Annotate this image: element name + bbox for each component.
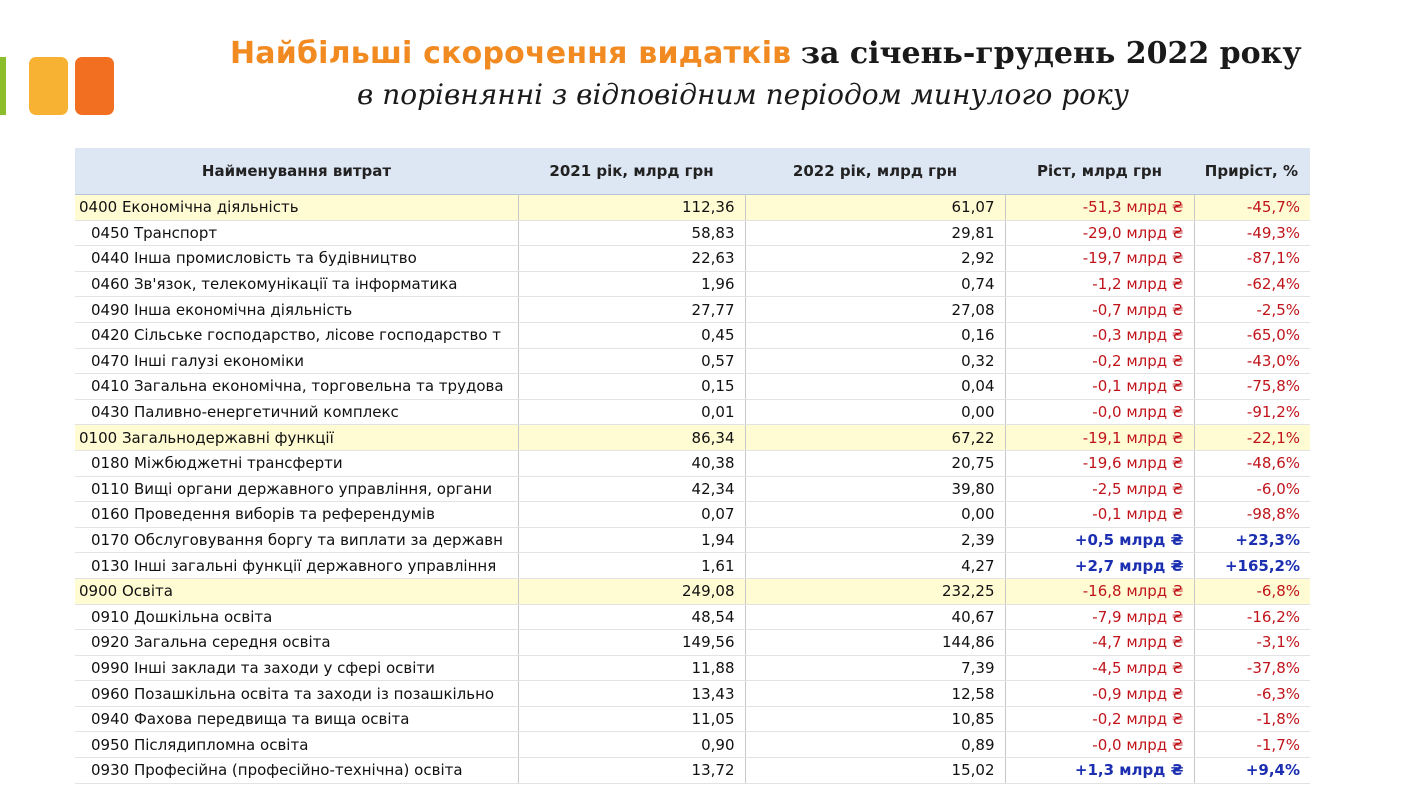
cell-2022: 61,07 (745, 195, 1005, 221)
cell-2022: 0,74 (745, 271, 1005, 297)
cell-pct: +165,2% (1194, 553, 1310, 579)
cell-name: 0460 Зв'язок, телекомунікації та інформатика (75, 271, 518, 297)
cell-growth: -51,3 млрд ₴ (1005, 195, 1194, 221)
title-rest: за січень-грудень 2022 року (800, 36, 1302, 71)
page-subtitle: в порівнянні з відповідним періодом минулого року (357, 78, 1129, 111)
table-row (75, 271, 1310, 297)
cell-2021: 1,94 (518, 527, 745, 553)
cell-2021: 1,61 (518, 553, 745, 579)
cell-growth: -2,5 млрд ₴ (1005, 476, 1194, 502)
cell-2021: 48,54 (518, 604, 745, 630)
cell-pct: -6,3% (1194, 681, 1310, 707)
logo-block-green (0, 57, 6, 115)
cell-2021: 0,07 (518, 502, 745, 528)
cell-pct: -6,8% (1194, 578, 1310, 604)
cell-pct: -48,6% (1194, 450, 1310, 476)
cell-growth: -0,0 млрд ₴ (1005, 399, 1194, 425)
table-row (75, 630, 1310, 656)
cell-name: 0930 Професійна (професійно-технічна) освіта (75, 758, 518, 784)
cell-2021: 42,34 (518, 476, 745, 502)
cell-pct: -43,0% (1194, 348, 1310, 374)
cell-2021: 0,15 (518, 374, 745, 400)
cell-2021: 13,72 (518, 758, 745, 784)
cell-2022: 0,32 (745, 348, 1005, 374)
cell-pct: -1,8% (1194, 706, 1310, 732)
cell-2022: 27,08 (745, 297, 1005, 323)
cell-name: 0920 Загальна середня освіта (75, 630, 518, 656)
cell-2021: 13,43 (518, 681, 745, 707)
table-row (75, 348, 1310, 374)
cell-2021: 0,57 (518, 348, 745, 374)
cell-2021: 11,05 (518, 706, 745, 732)
cell-growth: -19,1 млрд ₴ (1005, 425, 1194, 451)
cell-growth: -0,1 млрд ₴ (1005, 502, 1194, 528)
cell-name: 0100 Загальнодержавні функції (75, 425, 518, 451)
table-row (75, 297, 1310, 323)
cell-name: 0490 Інша економічна діяльність (75, 297, 518, 323)
header-2021: 2021 рік, млрд грн (518, 148, 745, 195)
cell-name: 0130 Інші загальні функції державного управління (75, 553, 518, 579)
cell-growth: -4,7 млрд ₴ (1005, 630, 1194, 656)
cell-2022: 2,92 (745, 246, 1005, 272)
cell-2021: 0,01 (518, 399, 745, 425)
cell-growth: +0,5 млрд ₴ (1005, 527, 1194, 553)
table-row (75, 246, 1310, 272)
cell-2021: 58,83 (518, 220, 745, 246)
cell-2022: 67,22 (745, 425, 1005, 451)
cell-name: 0450 Транспорт (75, 220, 518, 246)
cell-2021: 0,45 (518, 322, 745, 348)
cell-pct: -3,1% (1194, 630, 1310, 656)
header-name: Найменування витрат (75, 148, 518, 195)
cell-name: 0960 Позашкільна освіта та заходи із позашкільно (75, 681, 518, 707)
cell-growth: -0,2 млрд ₴ (1005, 348, 1194, 374)
cell-pct: -65,0% (1194, 322, 1310, 348)
table-row (75, 758, 1310, 784)
cell-2021: 0,90 (518, 732, 745, 758)
cell-growth: -0,7 млрд ₴ (1005, 297, 1194, 323)
cell-growth: -1,2 млрд ₴ (1005, 271, 1194, 297)
cell-2021: 27,77 (518, 297, 745, 323)
cell-growth: -16,8 млрд ₴ (1005, 578, 1194, 604)
cell-pct: -98,8% (1194, 502, 1310, 528)
table-row (75, 220, 1310, 246)
page-title (230, 32, 1302, 74)
cell-pct: -22,1% (1194, 425, 1310, 451)
title-highlight: Найбільші скорочення видатків (230, 36, 792, 71)
cell-growth: -0,0 млрд ₴ (1005, 732, 1194, 758)
cell-name: 0170 Обслуговування боргу та виплати за державн (75, 527, 518, 553)
table-row (75, 399, 1310, 425)
cell-pct: -2,5% (1194, 297, 1310, 323)
cell-2021: 1,96 (518, 271, 745, 297)
cell-name: 0440 Інша промисловість та будівництво (75, 246, 518, 272)
cell-pct: +23,3% (1194, 527, 1310, 553)
expenses-table (75, 148, 1310, 784)
cell-2022: 4,27 (745, 553, 1005, 579)
cell-name: 0430 Паливно-енергетичний комплекс (75, 399, 518, 425)
cell-2021: 112,36 (518, 195, 745, 221)
cell-pct: -16,2% (1194, 604, 1310, 630)
cell-pct: -62,4% (1194, 271, 1310, 297)
cell-name: 0910 Дошкільна освіта (75, 604, 518, 630)
table-header-row (75, 148, 1310, 195)
cell-2022: 10,85 (745, 706, 1005, 732)
cell-name: 0950 Післядипломна освіта (75, 732, 518, 758)
table-row (75, 322, 1310, 348)
cell-2021: 249,08 (518, 578, 745, 604)
table-row (75, 732, 1310, 758)
cell-2021: 86,34 (518, 425, 745, 451)
cell-name: 0160 Проведення виборів та референдумів (75, 502, 518, 528)
cell-growth: -0,1 млрд ₴ (1005, 374, 1194, 400)
cell-name: 0410 Загальна економічна, торговельна та трудова (75, 374, 518, 400)
cell-growth: -19,7 млрд ₴ (1005, 246, 1194, 272)
cell-pct: -45,7% (1194, 195, 1310, 221)
cell-name: 0110 Вищі органи державного управління, органи (75, 476, 518, 502)
table-row (75, 706, 1310, 732)
cell-2022: 12,58 (745, 681, 1005, 707)
header-growth: Ріст, млрд грн (1005, 148, 1194, 195)
table-row (75, 527, 1310, 553)
cell-2022: 40,67 (745, 604, 1005, 630)
cell-pct: -49,3% (1194, 220, 1310, 246)
cell-name: 0420 Сільське господарство, лісове господарство т (75, 322, 518, 348)
cell-pct: -75,8% (1194, 374, 1310, 400)
cell-growth: +1,3 млрд ₴ (1005, 758, 1194, 784)
cell-2021: 149,56 (518, 630, 745, 656)
cell-growth: -0,2 млрд ₴ (1005, 706, 1194, 732)
cell-2022: 0,89 (745, 732, 1005, 758)
cell-2021: 40,38 (518, 450, 745, 476)
table-group-row (75, 578, 1310, 604)
table-group-row (75, 425, 1310, 451)
table-row (75, 553, 1310, 579)
cell-growth: -0,9 млрд ₴ (1005, 681, 1194, 707)
cell-2022: 39,80 (745, 476, 1005, 502)
cell-growth: +2,7 млрд ₴ (1005, 553, 1194, 579)
cell-pct: -6,0% (1194, 476, 1310, 502)
cell-growth: -4,5 млрд ₴ (1005, 655, 1194, 681)
cell-2021: 22,63 (518, 246, 745, 272)
cell-2022: 20,75 (745, 450, 1005, 476)
cell-growth: -29,0 млрд ₴ (1005, 220, 1194, 246)
logo-block-orange (75, 57, 114, 115)
cell-growth: -7,9 млрд ₴ (1005, 604, 1194, 630)
cell-name: 0900 Освіта (75, 578, 518, 604)
cell-name: 0400 Економічна діяльність (75, 195, 518, 221)
header-2022: 2022 рік, млрд грн (745, 148, 1005, 195)
cell-pct: -37,8% (1194, 655, 1310, 681)
cell-2022: 15,02 (745, 758, 1005, 784)
cell-2022: 7,39 (745, 655, 1005, 681)
cell-pct: -87,1% (1194, 246, 1310, 272)
cell-pct: -1,7% (1194, 732, 1310, 758)
table-row (75, 681, 1310, 707)
cell-2022: 0,04 (745, 374, 1005, 400)
cell-name: 0180 Міжбюджетні трансферти (75, 450, 518, 476)
cell-2022: 2,39 (745, 527, 1005, 553)
table-row (75, 655, 1310, 681)
cell-growth: -0,3 млрд ₴ (1005, 322, 1194, 348)
table-row (75, 450, 1310, 476)
header-pct: Приріст, % (1194, 148, 1310, 195)
table-row (75, 374, 1310, 400)
cell-pct: -91,2% (1194, 399, 1310, 425)
cell-2022: 0,00 (745, 399, 1005, 425)
cell-2021: 11,88 (518, 655, 745, 681)
cell-2022: 232,25 (745, 578, 1005, 604)
cell-name: 0940 Фахова передвища та вища освіта (75, 706, 518, 732)
table-body (75, 195, 1310, 784)
table-group-row (75, 195, 1310, 221)
cell-pct: +9,4% (1194, 758, 1310, 784)
table-row (75, 604, 1310, 630)
table-row (75, 476, 1310, 502)
logo-block-yellow (29, 57, 68, 115)
cell-2022: 0,16 (745, 322, 1005, 348)
cell-2022: 144,86 (745, 630, 1005, 656)
cell-name: 0470 Інші галузі економіки (75, 348, 518, 374)
cell-2022: 29,81 (745, 220, 1005, 246)
table-row (75, 502, 1310, 528)
cell-growth: -19,6 млрд ₴ (1005, 450, 1194, 476)
cell-2022: 0,00 (745, 502, 1005, 528)
cell-name: 0990 Інші заклади та заходи у сфері освіти (75, 655, 518, 681)
